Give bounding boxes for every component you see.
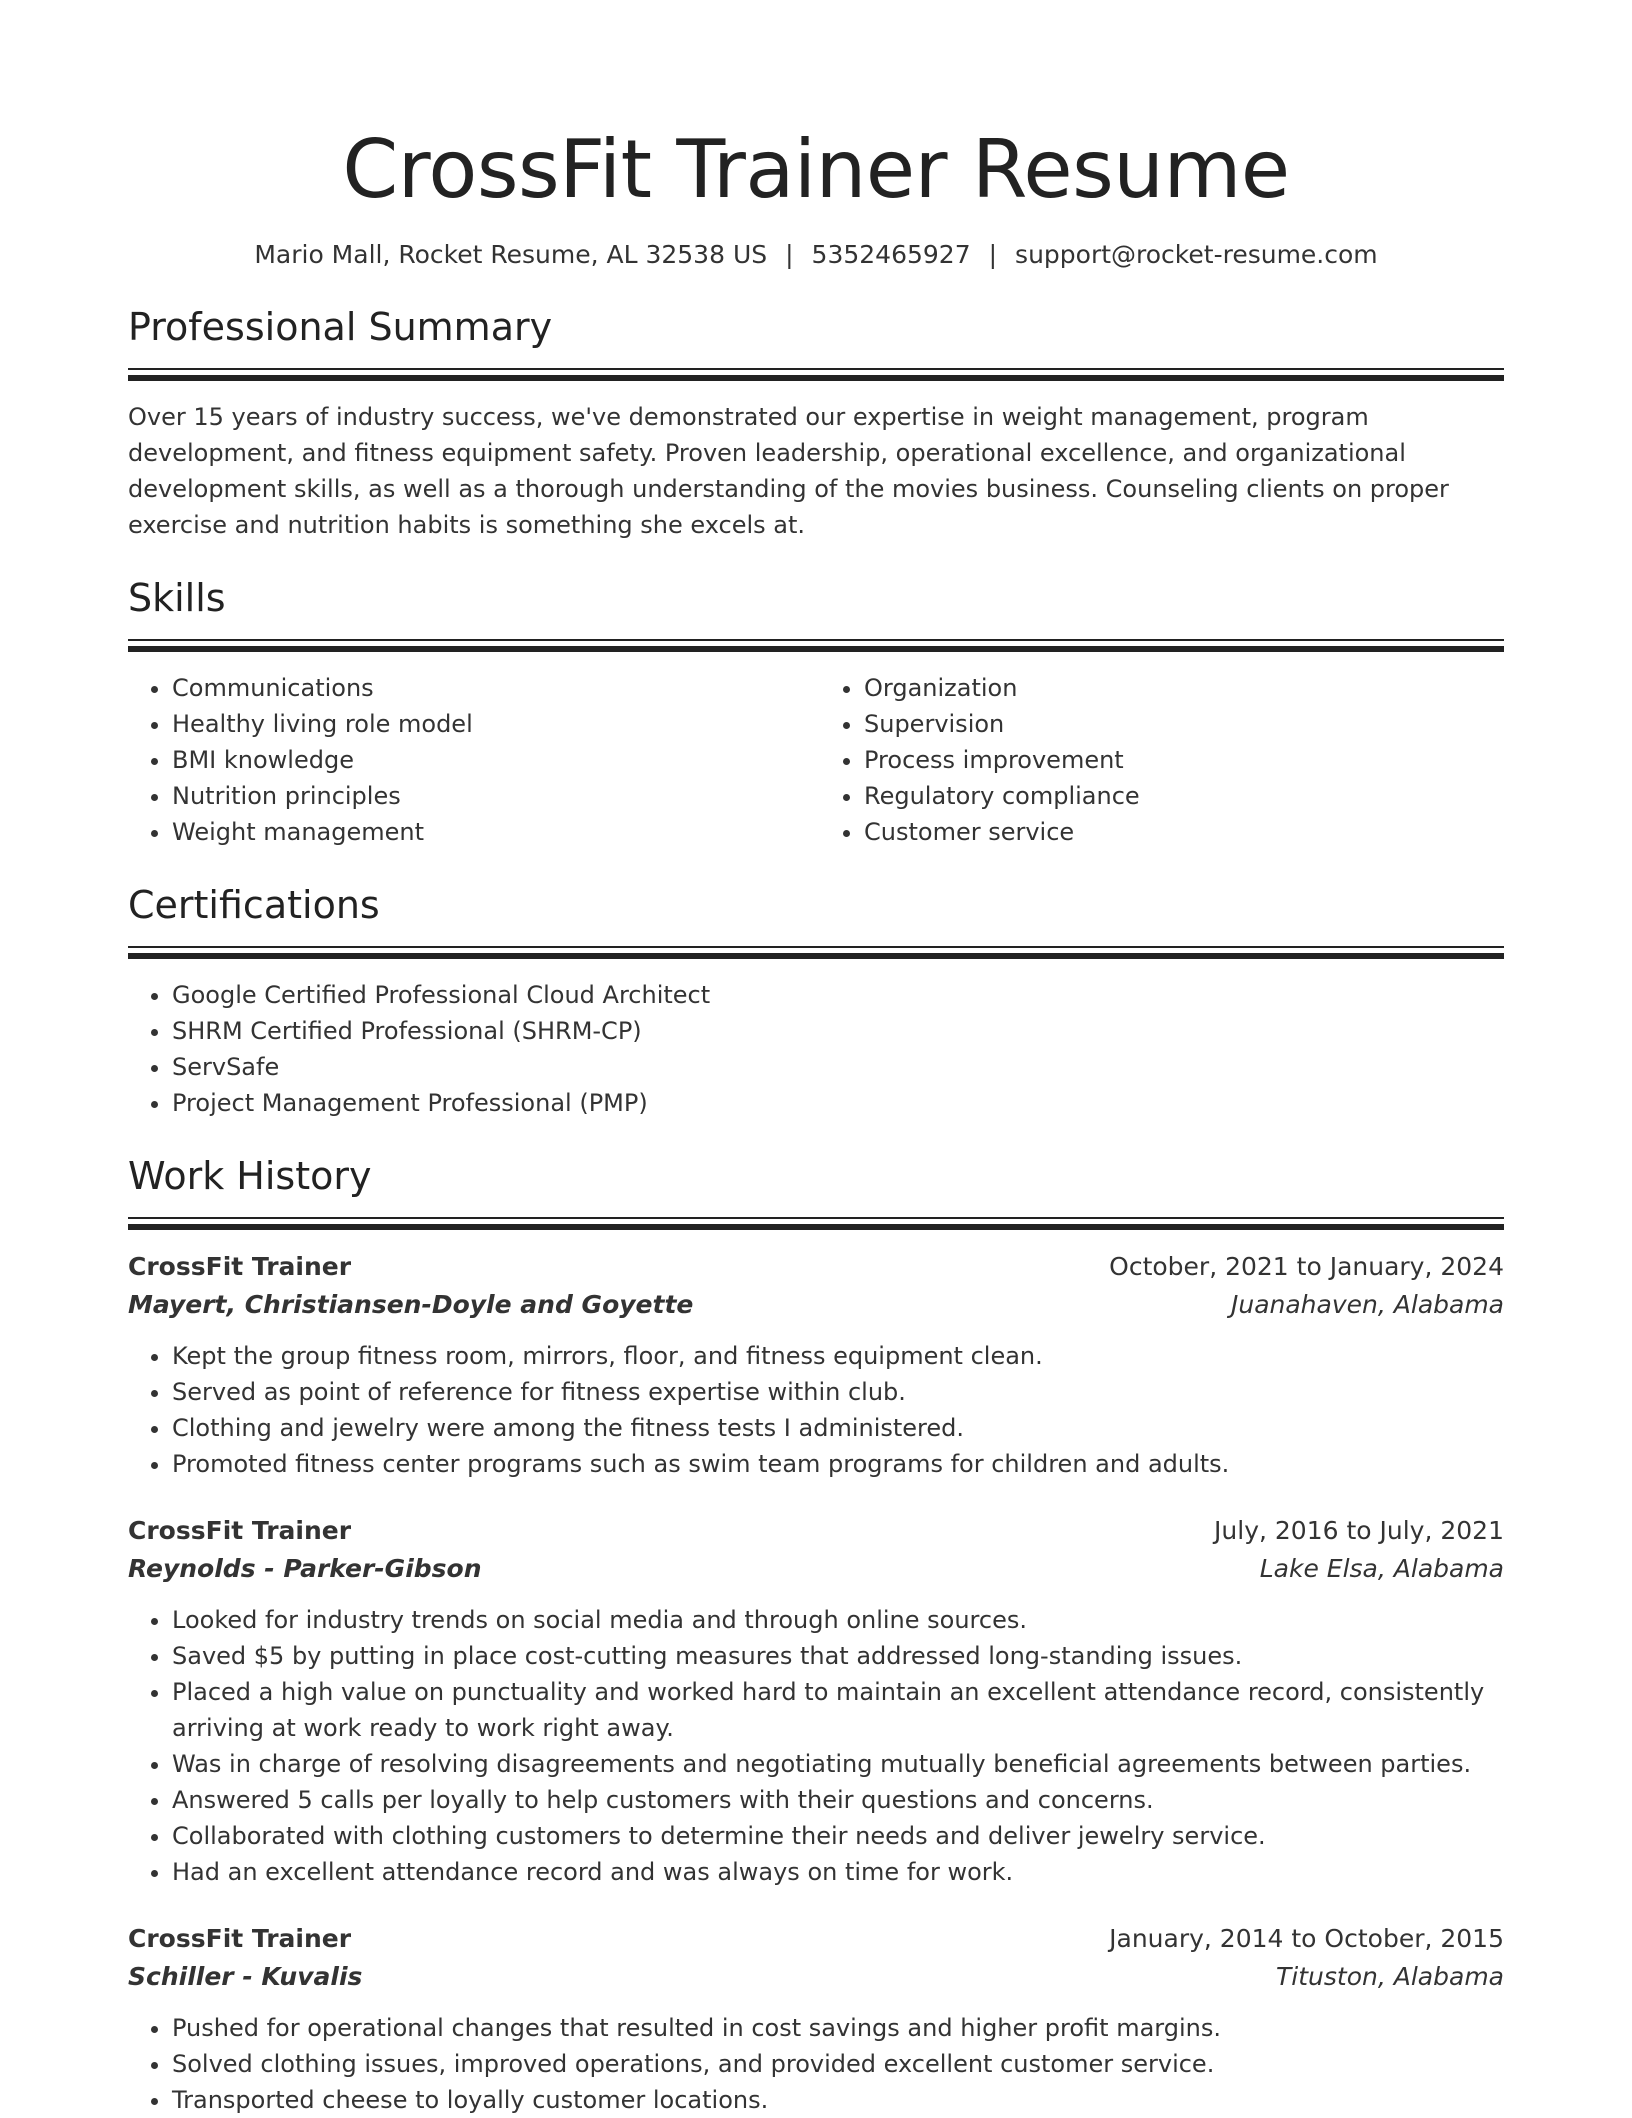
section-divider-thick [128,953,1504,959]
certification-item: • ServSafe [172,1049,1504,1085]
job-duty: • Kept the group fitness room, mirrors, floor, and fitness equipment clean. [172,1338,1504,1374]
job-header-row [128,1512,1504,1550]
skill-item: • Supervision [864,706,1504,742]
job-duty: • Answered 5 calls per loyally to help customers with their questions and concerns. [172,1782,1504,1818]
job-entry [128,1248,1504,1482]
work-heading: Work History [128,1154,372,1198]
resume-page [128,0,1504,2118]
job-duty: • Solved clothing issues, improved operations, and provided excellent customer service. [172,2046,1504,2082]
certification-item: • Project Management Professional (PMP) [172,1085,1504,1121]
skills-grid [128,652,1504,850]
contact-email: support@rocket-resume.com [1015,240,1378,269]
job-entry [128,1512,1504,1890]
skill-item: • Nutrition principles [172,778,816,814]
skill-item: • Healthy living role model [172,706,816,742]
summary-section-header [128,302,1504,381]
job-dates: July, 2016 to July, 2021 [1214,1516,1504,1545]
skill-item: • Weight management [172,814,816,850]
job-company: Mayert, Christiansen-Doyle and Goyette [128,1290,694,1319]
job-duty: • Placed a high value on punctuality and worked hard to maintain an excellent attendance record, consistently arriving at work ready to work right away. [172,1674,1504,1746]
job-duty: • Clothing and jewelry were among the fitness tests I administered. [172,1410,1504,1446]
skill-item: • Communications [172,670,816,706]
section-divider-thick [128,375,1504,381]
job-duty: • Promoted fitness center programs such as swim team programs for children and adults. [172,1446,1504,1482]
job-title: CrossFit Trainer [128,1252,352,1281]
contact-address: Mario Mall, Rocket Resume, AL 32538 US [254,240,768,269]
job-header-row [128,1920,1504,1958]
skill-item: • Regulatory compliance [864,778,1504,814]
job-company-row [128,1550,1504,1588]
section-divider-thin [128,1217,1504,1219]
contact-line [128,238,1504,272]
skills-list-left [128,670,816,850]
certification-item: • Google Certified Professional Cloud Architect [172,977,1504,1013]
contact-separator: | [785,240,794,269]
job-company: Schiller - Kuvalis [128,1962,363,1991]
job-company: Reynolds - Parker-Gibson [128,1554,482,1583]
skill-item: • Organization [864,670,1504,706]
certifications-list [128,977,1504,1121]
summary-heading: Professional Summary [128,305,553,349]
certifications-heading: Certifications [128,883,380,927]
skills-section-header [128,573,1504,652]
job-company-row [128,1286,1504,1324]
job-dates: January, 2014 to October, 2015 [1109,1924,1504,1953]
contact-phone: 5352465927 [811,240,971,269]
job-title: CrossFit Trainer [128,1516,352,1545]
job-duties-list [128,1338,1504,1482]
skill-item: • Process improvement [864,742,1504,778]
job-location: Tituston, Alabama [1276,1962,1504,1991]
job-duties-list [128,1602,1504,1890]
job-duties-list [128,2010,1504,2118]
job-dates: October, 2021 to January, 2024 [1109,1252,1504,1281]
job-duty: • Saved $5 by putting in place cost-cutting measures that addressed long-standing issues. [172,1638,1504,1674]
job-header-row [128,1248,1504,1286]
skill-item: • Customer service [864,814,1504,850]
job-location: Lake Elsa, Alabama [1259,1554,1504,1583]
skills-heading: Skills [128,576,226,620]
job-duty: • Transported cheese to loyally customer locations. [172,2082,1504,2118]
work-section-header [128,1151,1504,1230]
job-duty: • Collaborated with clothing customers to determine their needs and deliver jewelry service. [172,1818,1504,1854]
section-divider-thin [128,639,1504,641]
certifications-section-header [128,880,1504,959]
job-duty: • Served as point of reference for fitness expertise within club. [172,1374,1504,1410]
section-divider-thin [128,368,1504,370]
job-company-row [128,1958,1504,1996]
skill-item: • BMI knowledge [172,742,816,778]
section-divider-thick [128,1224,1504,1230]
job-duty: • Pushed for operational changes that resulted in cost savings and higher profit margins. [172,2010,1504,2046]
job-duty: • Had an excellent attendance record and was always on time for work. [172,1854,1504,1890]
job-duty: • Looked for industry trends on social media and through online sources. [172,1602,1504,1638]
job-entry [128,1920,1504,2118]
skills-list-right [816,670,1504,850]
job-location: Juanahaven, Alabama [1230,1290,1504,1319]
job-duty: • Was in charge of resolving disagreements and negotiating mutually beneficial agreements between parties. [172,1746,1504,1782]
certification-item: • SHRM Certified Professional (SHRM-CP) [172,1013,1504,1049]
resume-title: CrossFit Trainer Resume [342,123,1290,216]
job-title: CrossFit Trainer [128,1924,352,1953]
summary-text: Over 15 years of industry success, we've demonstrated our expertise in weight management, program development, and fitness equipment safety. Proven leadership, operational excellence, and organizational development skills, as well as a thorough understanding of the movies business. Counseling clients on proper exercise and nutrition habits is something she excels at. [128,403,1449,539]
section-divider-thin [128,946,1504,948]
contact-separator: | [988,240,998,269]
